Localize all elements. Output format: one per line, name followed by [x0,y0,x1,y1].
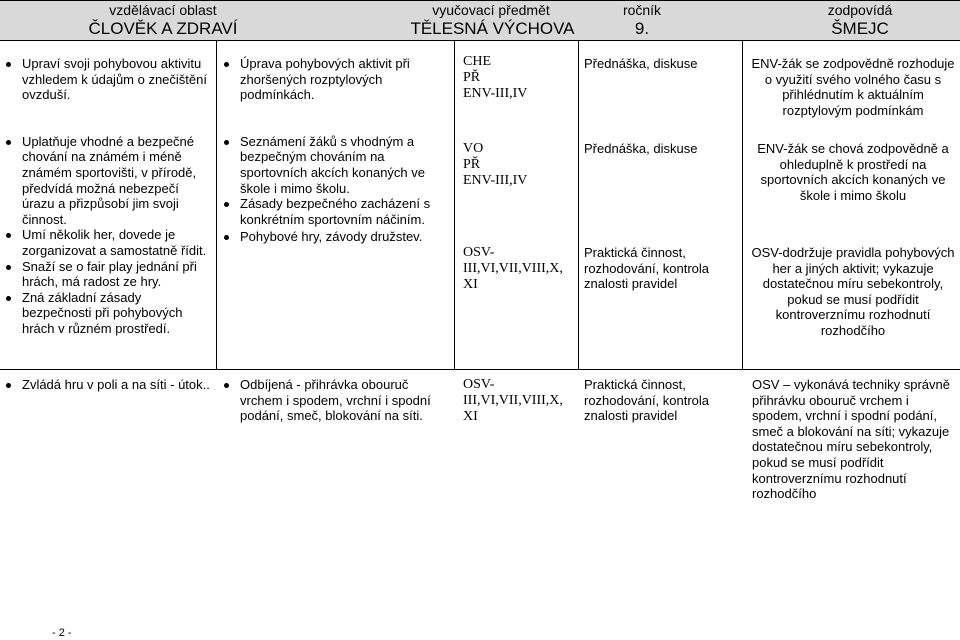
row2-theme-1: OSV- III,VI,VII,VIII,X, XI [463,377,563,425]
column-divider [216,40,217,370]
list-item: Úprava pohybových aktivit při zhoršených rozptylových podmínkách. [222,56,450,103]
bullet-icon [224,383,229,388]
bullet-icon [6,265,11,270]
row1-method-1: Přednáška, diskuse [584,56,698,71]
list-item: Seznámení žáků s vhodným a bezpečným chováním na sportovních akcích konaných ve škole i mimo školu. [222,134,450,196]
bullet-icon [224,140,229,145]
header-value-area: ČLOVĚK A ZDRAVÍ [88,19,238,38]
bullet-icon [224,235,229,240]
header-label-responsible: zodpovídá [827,2,893,18]
list-item: Snaží se o fair play jednání při hrách, má radost ze hry. [4,259,210,290]
row2-topics [222,377,450,424]
row1-evaluation-3: OSV-dodržuje pravidla pohybových her a jiných aktivit; vykazuje dostatečnou míru sebekontroly, pokud se musí podřídit kontroverznímu rozhodnutí rozhodčího [751,245,955,338]
column-divider [742,40,743,370]
header-label-grade: ročník [622,2,662,18]
bullet-icon [6,233,11,238]
row1-evaluation-1: ENV-žák se zodpovědně rozhoduje o využití svého volného času s přihlédnutím k aktuálním rozptylovým podmínkám [751,56,955,118]
header-value-grade: 9. [634,19,650,38]
row1-method-2: Přednáška, diskuse [584,141,698,156]
list-item: Uplatňuje vhodné a bezpečné chování na známém i méně známém sportovišti, v přírodě, předvídá možná nebezpečí úrazu a přizpůsobí jim svoji činnost. [4,134,210,228]
bullet-icon [224,202,229,207]
row1-outcomes [4,56,210,337]
bullet-icon [6,296,11,301]
row1-evaluation-2: ENV-žák se chová zodpovědně a ohleduplně k prostředí na sportovních akcích konaných ve škole i mimo školu [757,141,949,203]
row1-theme-1: CHE PŘ ENV-III,IV [463,54,528,102]
header-label-area: vzdělávací oblast [109,2,217,18]
list-item: Zásady bezpečného zacházení s konkrétním sportovním náčiním. [222,196,450,227]
header-value-responsible: ŠMEJC [831,19,889,38]
list-item: Zná základní zásady bezpečnosti při pohybových hrách v různém prostředí. [4,290,210,337]
row2-evaluation-1: OSV – vykonává techniky správně přihrávku obouruč vrchem i spodem, vrchní i spodní podání, smeč a blokování na síti; vykazuje dostatečnou míru sebekontroly, pokud se musí podřídit kontroverznímu rozhodnutí rozhodčího [752,377,950,502]
list-item: Odbíjená - přihrávka obouruč vrchem i spodem, vrchní i spodní podání, smeč, blokování na síti. [222,377,450,424]
list-item: Upraví svoji pohybovou aktivitu vzhledem k údajům o znečištění ovzduší. [4,56,210,103]
header-values-row [0,18,960,41]
list-item: Pohybové hry, závody družstev. [222,229,450,245]
bullet-icon [6,62,11,67]
list-item: Zvládá hru v poli a na síti - útok.. [4,377,210,393]
header-labels-row [0,0,960,19]
header-value-subject: TĚLESNÁ VÝCHOVA [410,19,575,38]
row1-topics [222,56,450,245]
bullet-icon [6,383,11,388]
row1-theme-2: VO PŘ ENV-III,IV [463,141,528,189]
bullet-icon [6,140,11,145]
row1-method-3: Praktická činnost, rozhodování, kontrola znalosti pravidel [584,245,710,292]
list-item: Umí několik her, dovede je zorganizovat a samostatně řídit. [4,227,210,258]
row1-theme-3: OSV- III,VI,VII,VIII,X, XI [463,245,563,293]
row2-method-1: Praktická činnost, rozhodování, kontrola znalosti pravidel [584,377,710,424]
column-divider [578,40,579,370]
page-number: - 2 - [52,627,72,639]
row-divider [0,369,960,370]
row2-outcomes [4,377,210,393]
header-label-subject: vyučovací předmět [432,2,550,18]
bullet-icon [224,62,229,67]
column-divider [454,40,455,370]
